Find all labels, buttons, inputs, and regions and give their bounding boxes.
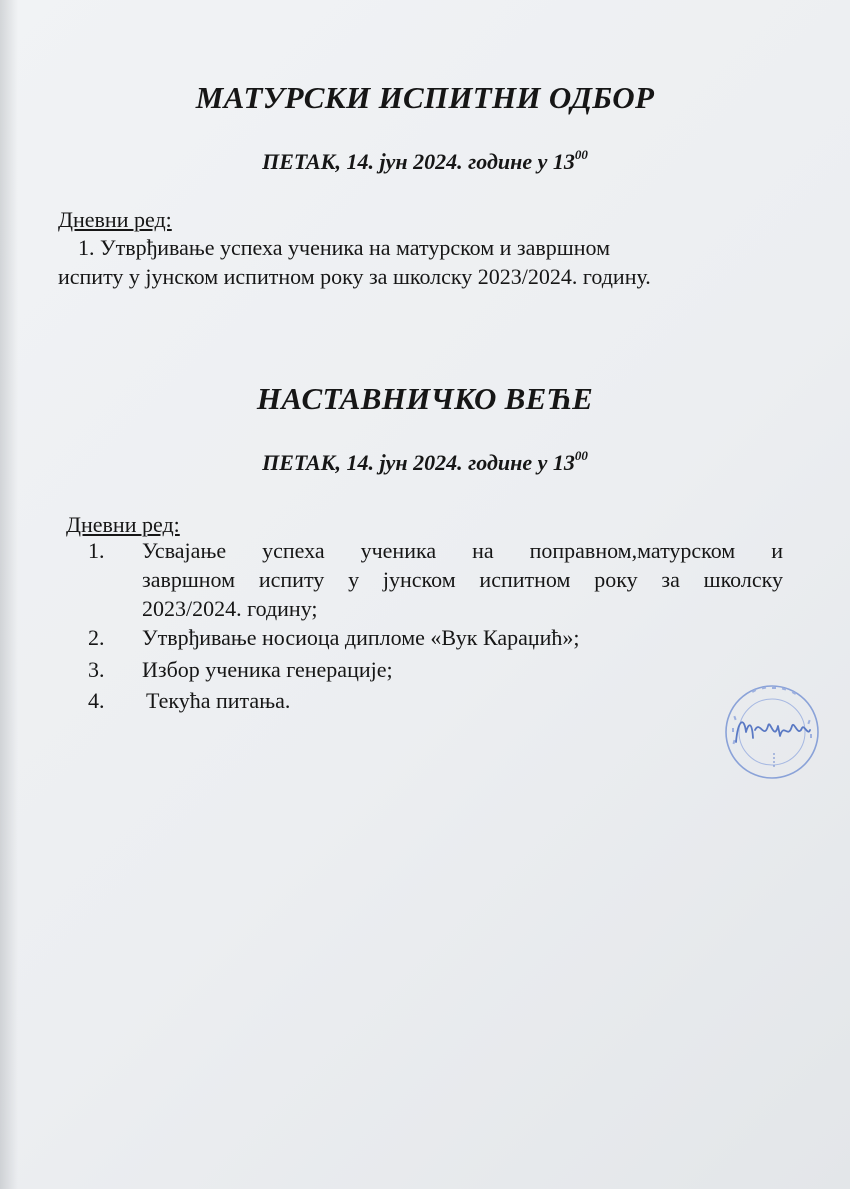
agenda-item-3-number: 3. [88, 657, 105, 682]
stamp-outer-ring [726, 686, 818, 778]
paper-edge-shadow [0, 0, 18, 1189]
agenda-item-1 [88, 536, 783, 626]
section1-title: МАТУРСКИ ИСПИТНИ ОДБОР [195, 80, 655, 115]
agenda-item-1-line-1: Усвајање успеха ученика на поправном,матурском и [142, 538, 783, 563]
section1-date-text: ПЕТАК, 14. јун 2024. године у 13 [262, 149, 575, 174]
section1-agenda-label: Дневни ред: [58, 207, 172, 232]
section1-item1-line2: испиту у јунском испитном року за школску 2023/2024. годину. [58, 264, 651, 289]
section2-agenda-label: Дневни ред: [66, 512, 180, 537]
section2-date-line [0, 448, 850, 476]
section1-item1-line1: 1. Утврђивање успеха ученика на матурском и завршном [78, 235, 610, 260]
agenda-item-2-number: 2. [88, 625, 105, 650]
agenda-item-2 [88, 623, 783, 653]
section2-title: НАСТАВНИЧКО ВЕЋЕ [256, 381, 594, 416]
signature-scribble [736, 722, 810, 742]
section1-date-line [0, 147, 850, 175]
section1-time-superscript: 00 [574, 147, 588, 162]
agenda-item-4-number: 4. [88, 688, 105, 713]
agenda-item-1-line-2: завршном испиту у јунском испитном року за школску [142, 567, 783, 592]
section2-time-superscript: 00 [574, 448, 588, 463]
agenda-item-3 [88, 655, 783, 685]
agenda-item-1-line-3: 2023/2024. годину; [142, 596, 318, 621]
agenda-item-4 [88, 686, 783, 716]
section2-date-text: ПЕТАК, 14. јун 2024. године у 13 [262, 450, 575, 475]
school-stamp [722, 680, 822, 784]
agenda-item-4-text: Текућа питања. [146, 688, 291, 713]
stamp-inner-ring [739, 699, 805, 765]
agenda-item-1-number: 1. [88, 538, 105, 563]
agenda-item-1-text [142, 536, 783, 623]
agenda-item-2-text: Утврђивање носиоца дипломе «Вук Караџић»; [142, 625, 580, 650]
agenda-item-3-text: Избор ученика генерације; [142, 657, 393, 682]
